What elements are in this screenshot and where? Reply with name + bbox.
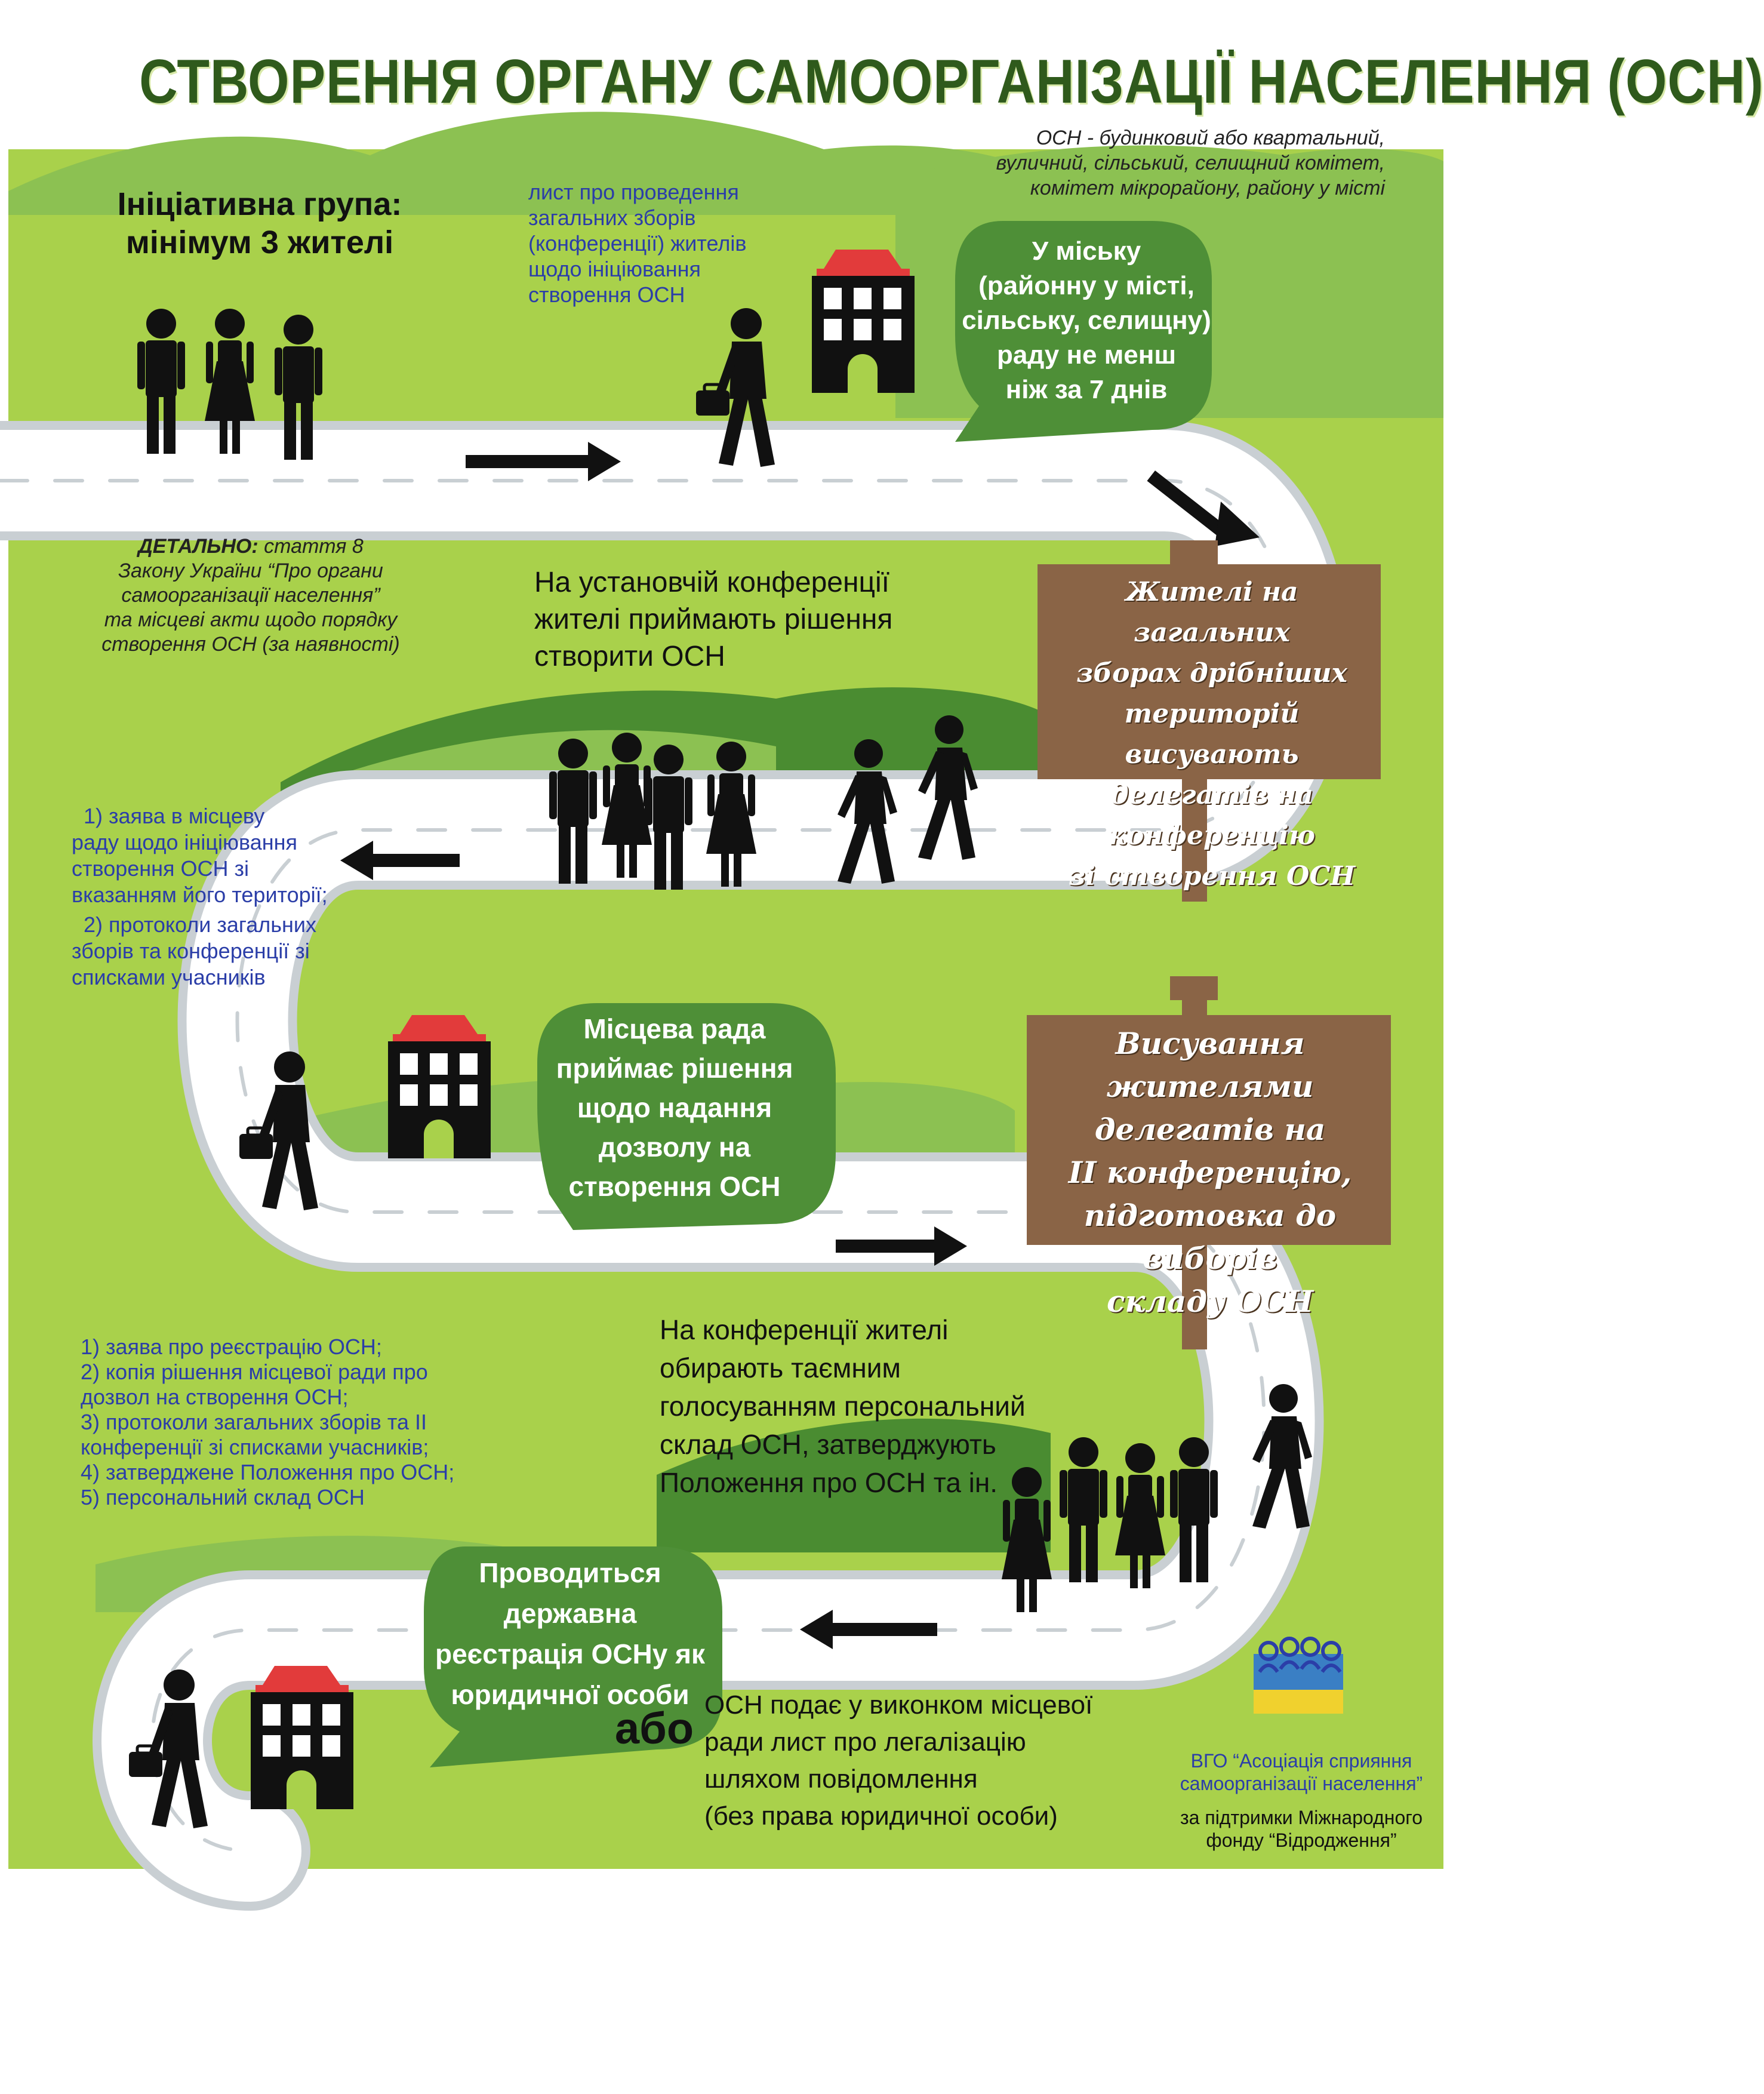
local-council-building — [388, 1015, 491, 1158]
detail-note: ДЕТАЛЬНО: стаття 8 Закону України “Про органи самоорганізації населення” та місцеві акти щодо порядку створення ОСН (за наявності) — [101, 535, 400, 656]
or-word: або — [615, 1704, 694, 1753]
initiative-group-label: Ініціативна група: мінімум 3 жителі — [117, 186, 402, 260]
sign-second-conference: Висування жителями делегатів на ІІ конференцію, підготовка до виборів складу ОСН — [1068, 1026, 1352, 1319]
founding-conference-text: На установчій конференції жителі приймають рішення створити ОСН — [534, 567, 893, 672]
legalization-note: ОСН подає у виконком місцевої ради лист про легалізацію шляхом повідомлення (без права юридичної особи) — [704, 1690, 1093, 1831]
bubble-registration: Проводиться державна реєстрація ОСНу як юридичної особи — [435, 1557, 705, 1710]
bubble-city-council: У міську (районну у місті, сільську, селищну) раду не менш ніж за 7 днів — [962, 236, 1211, 404]
poster-title: СТВОРЕННЯ ОРГАНУ САМООРГАНІЗАЦІЇ НАСЕЛЕННЯ (ОСН) — [139, 47, 1764, 116]
support-note: за підтримки Міжнародного фонду “Відродження” — [1180, 1807, 1423, 1851]
bubble-council-decision: Місцева рада приймає рішення щодо надання дозволу на створення ОСН — [556, 1013, 793, 1202]
docs-registration: 1) заява про реєстрацію ОСН; 2) копія рішення місцевої ради про дозвол на створення ОСН; 3) протоколи загальних зборів та ІІ конференції зі списками учасників; 4) затверджене Положення про ОСН; 5) персональний склад ОСН — [81, 1334, 455, 1509]
detail-lead: ДЕТАЛЬНО: — [138, 535, 258, 558]
registration-building — [251, 1666, 353, 1809]
city-council-building — [812, 250, 915, 393]
sign-delegates: Жителі на загальних зборах дрібніших територій висувають делегатів на конференцію зі створення ОСН — [1069, 577, 1355, 891]
conference-elections-text: На конференції жителі обирають таємним голосуванням персональний склад ОСН, затверджують Положення про ОСН та ін. — [660, 1314, 1026, 1498]
organization-name: ВГО “Асоціація сприяння самоорганізації населення” — [1180, 1750, 1423, 1794]
letter-note: лист про проведення загальних зборів (конференції) жителів щодо ініціювання створення ОСН — [528, 180, 747, 307]
osn-types-note: ОСН - будинковий або квартальний, вуличний, сільський, селищний комітет, комітет мікрорайону, району у місті — [996, 127, 1385, 199]
docs-initiation: 1) заява в місцеву раду щодо ініціювання створення ОСН зі вказанням його території; 2) протоколи загальних зборів та конференції зі списками учасників — [72, 804, 328, 989]
